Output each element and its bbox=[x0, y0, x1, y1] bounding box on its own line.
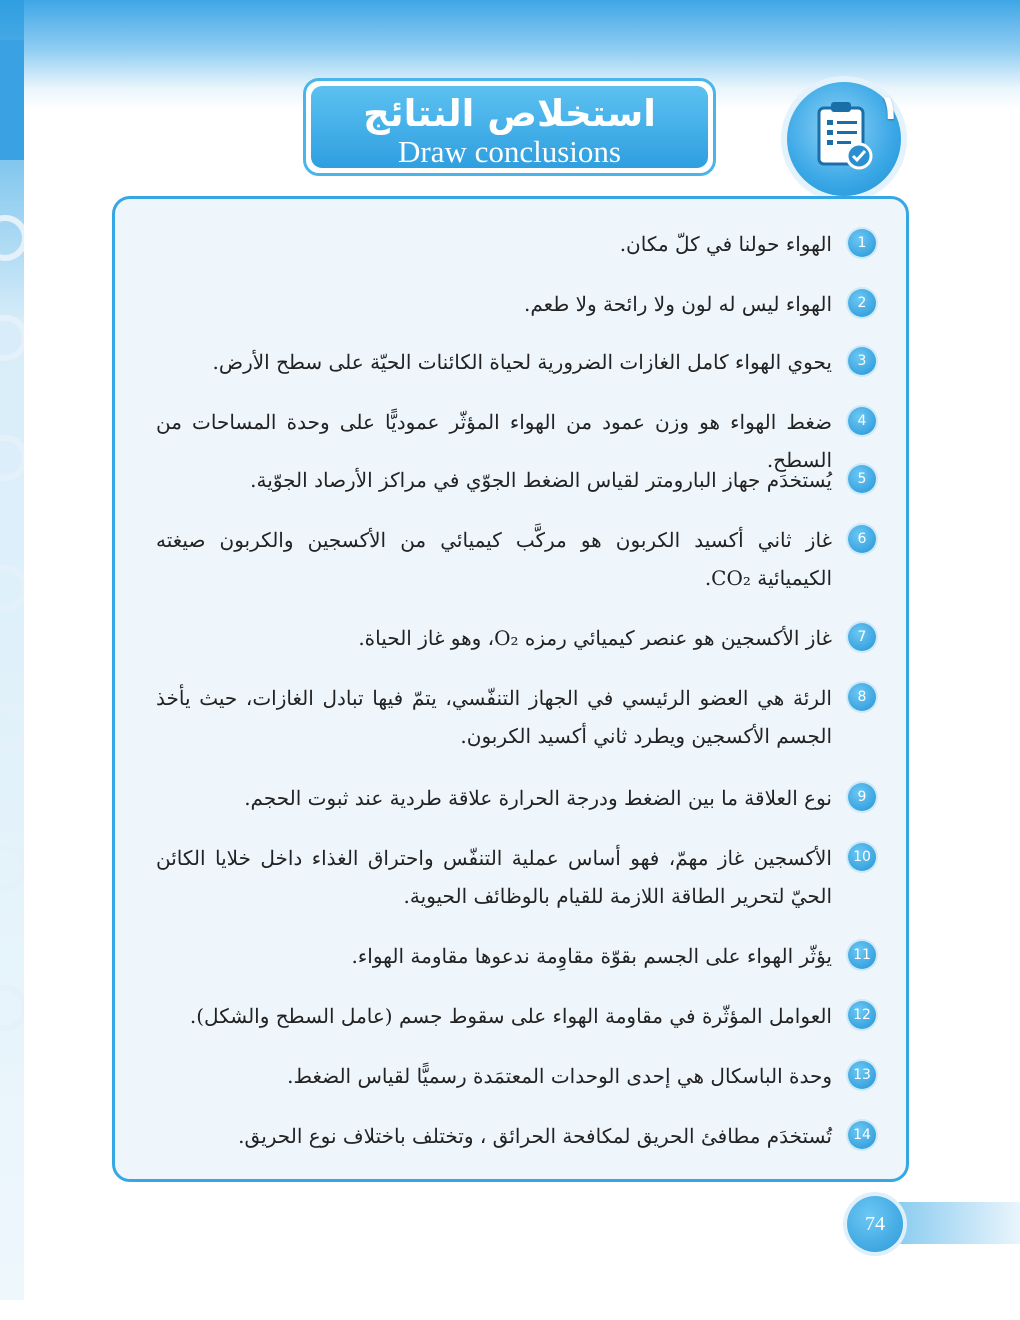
item-number: 12 bbox=[848, 1001, 876, 1029]
item-number: 8 bbox=[848, 683, 876, 711]
list-item bbox=[156, 779, 876, 817]
list-item bbox=[156, 225, 876, 263]
item-number: 7 bbox=[848, 623, 876, 651]
item-text: الهواء ليس له لون ولا رائحة ولا طعم. bbox=[524, 292, 832, 316]
item-text: الأكسجين غاز مهمّ، فهو أساس عملية التنفّس واحتراق الغذاء داخل خلايا الكائن الحيّ لتحرير الطاقة اللازمة للقيام بالوظائف الحيوية. bbox=[156, 846, 832, 908]
section-title bbox=[303, 78, 716, 176]
item-text: غاز الأكسجين هو عنصر كيميائي رمزه O₂، وهو غاز الحياة. bbox=[358, 626, 832, 650]
item-text: غاز ثاني أكسيد الكربون هو مركَّب كيميائي من الأكسجين والكربون صيغته الكيميائية CO₂. bbox=[156, 528, 832, 590]
item-text: الهواء حولنا في كلّ مكان. bbox=[619, 232, 832, 256]
list-item bbox=[156, 461, 876, 499]
list-item bbox=[156, 839, 876, 915]
conclusions-box bbox=[112, 196, 909, 1182]
list-item bbox=[156, 937, 876, 975]
item-text: نوع العلاقة ما بين الضغط ودرجة الحرارة علاقة طردية عند ثبوت الحجم. bbox=[244, 786, 832, 810]
list-item bbox=[156, 1117, 876, 1155]
item-text: العوامل المؤثّرة في مقاومة الهواء على سقوط جسم (عامل السطح والشكل). bbox=[189, 1004, 832, 1028]
item-text: يؤثّر الهواء على الجسم بقوّة مقاوِمة ندعوها مقاومة الهواء. bbox=[351, 944, 832, 968]
left-margin-decoration bbox=[0, 185, 24, 1065]
title-arabic: استخلاص النتائج bbox=[363, 92, 656, 135]
item-number: 10 bbox=[848, 843, 876, 871]
list-item bbox=[156, 521, 876, 597]
item-number: 6 bbox=[848, 525, 876, 553]
left-margin-accent bbox=[0, 40, 24, 160]
item-number: 14 bbox=[848, 1121, 876, 1149]
item-number: 9 bbox=[848, 783, 876, 811]
item-number: 13 bbox=[848, 1061, 876, 1089]
section-number-badge: ١ bbox=[879, 88, 900, 128]
item-number: 2 bbox=[848, 289, 876, 317]
item-text: يحوي الهواء كامل الغازات الضرورية لحياة الكائنات الحيّة على سطح الأرض. bbox=[212, 350, 832, 374]
item-number: 1 bbox=[848, 229, 876, 257]
page-number: 74 bbox=[847, 1196, 903, 1252]
item-number: 3 bbox=[848, 347, 876, 375]
item-number: 4 bbox=[848, 407, 876, 435]
item-number: 11 bbox=[848, 941, 876, 969]
clipboard-checklist-icon bbox=[787, 82, 901, 196]
item-text: ضغط الهواء هو وزن عمود من الهواء المؤثّر عموديًّا على وحدة المساحات من السطح. bbox=[156, 410, 832, 472]
list-item bbox=[156, 619, 876, 657]
list-item bbox=[156, 679, 876, 755]
item-number: 5 bbox=[848, 465, 876, 493]
list-item bbox=[156, 997, 876, 1035]
item-text: تُستخدَم مطافئ الحريق لمكافحة الحرائق ، وتختلف باختلاف نوع الحريق. bbox=[238, 1124, 832, 1148]
list-item bbox=[156, 1057, 876, 1095]
list-item bbox=[156, 343, 876, 381]
item-text: الرئة هي العضو الرئيسي في الجهاز التنفّسي، يتمّ فيها تبادل الغازات، حيث يأخذ الجسم الأكسجين ويطرد ثاني أكسيد الكربون. bbox=[156, 686, 832, 748]
title-english: Draw conclusions bbox=[398, 134, 621, 169]
item-text: يُستخدَم جهاز البارومتر لقياس الضغط الجوّي في مراكز الأرصاد الجوّية. bbox=[250, 468, 832, 492]
item-text: وحدة الباسكال هي إحدى الوحدات المعتمَدة رسميًّا لقياس الضغط. bbox=[287, 1064, 832, 1088]
section-title-banner bbox=[311, 86, 708, 168]
list-item bbox=[156, 285, 876, 323]
